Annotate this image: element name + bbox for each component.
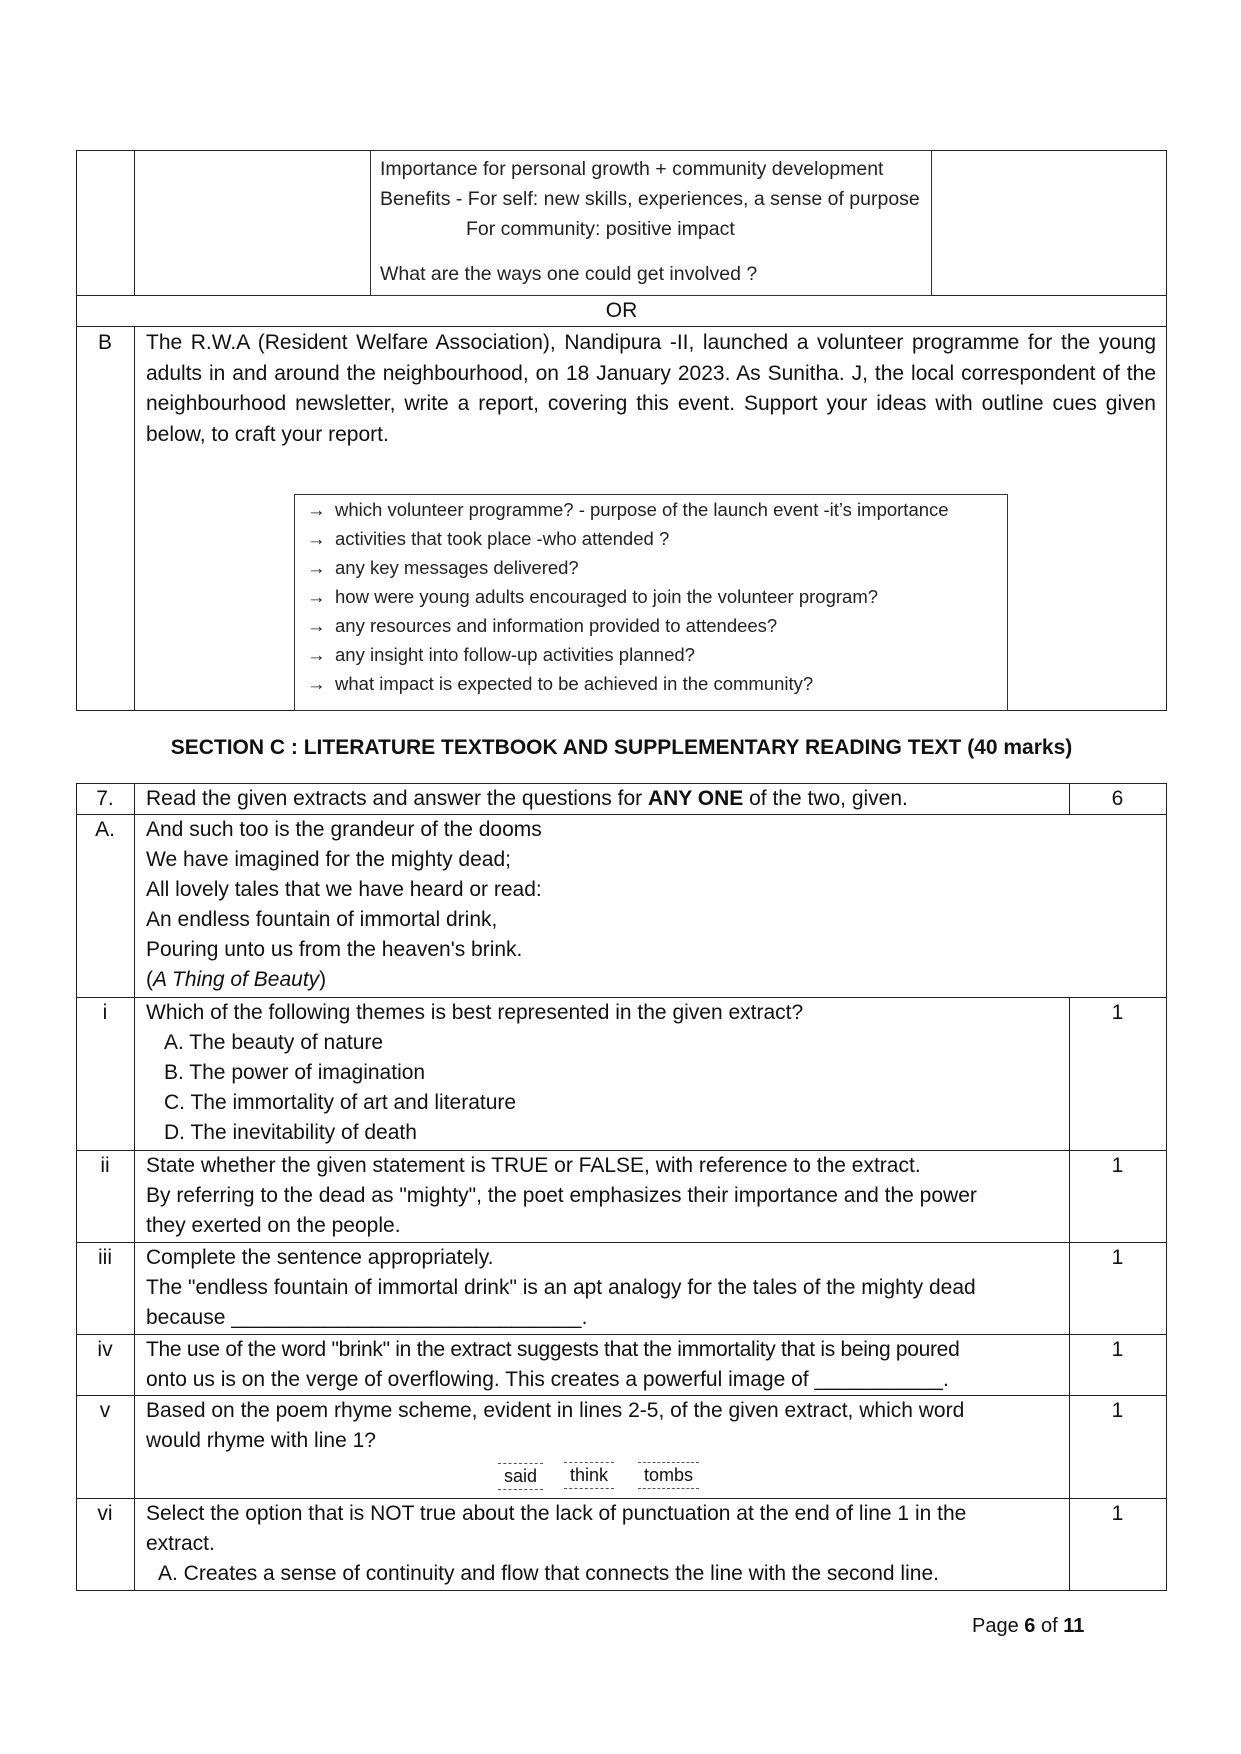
cue-item [307, 611, 949, 640]
qiii-line-1: Complete the sentence appropriately. [146, 1246, 494, 1269]
qii-marks: 1 [1111, 1154, 1124, 1177]
word-option-think: think [564, 1462, 614, 1489]
question-b-label: B [97, 331, 112, 354]
qi-stem: Which of the following themes is best represented in the given extract? [146, 1001, 804, 1024]
cue-text: which volunteer programme? - purpose of the launch event -it’s importance [335, 499, 949, 520]
qv-line-1: Based on the poem rhyme scheme, evident in lines 2-5, of the given extract, which word [146, 1399, 965, 1422]
qiii-line-2: The "endless fountain of immortal drink" is an apt analogy for the tales of the mighty dead [146, 1276, 976, 1299]
source-open: ( [146, 968, 153, 991]
page-total: 11 [1063, 1615, 1085, 1637]
cue-list [307, 495, 949, 698]
extract-line-1: And such too is the grandeur of the dooms [146, 818, 542, 841]
box-line-3: For community: positive impact [466, 218, 735, 240]
cue-text: how were young adults encouraged to join the volunteer program? [335, 586, 879, 607]
arrow-right-icon: → [307, 557, 326, 578]
page-number [972, 1611, 1084, 1642]
q7-number: 7. [96, 787, 114, 810]
qii-line-3: they exerted on the people. [146, 1214, 401, 1237]
qi-option-c: C. The immortality of art and literature [164, 1091, 517, 1114]
box-line-4: What are the ways one could get involved ? [380, 263, 758, 285]
question-b-text: The R.W.A (Resident Welfare Association), Nandipura -II, launched a volunteer programme for the young adults in and around the neighbourhood, on 18 January 2023. As Sunitha. J, the local correspondent of the neighbourhood newsletter, write a report, covering this event. Support your ideas with outline cues given below, to craft your report. [146, 331, 1156, 446]
qiii-line-3: because ______________________________. [146, 1306, 588, 1329]
outline-box-volunteering [370, 150, 932, 296]
qiii-number: iii [98, 1246, 112, 1269]
cue-text: what impact is expected to be achieved in the community? [335, 673, 814, 694]
q7-instruction [146, 784, 908, 815]
qvi-marks: 1 [1111, 1502, 1124, 1525]
qvi-number: vi [97, 1502, 113, 1525]
box-line-1: Importance for personal growth + community development [380, 158, 884, 180]
extract-source [146, 965, 326, 996]
arrow-right-icon: → [307, 586, 326, 607]
qvi-line-2: extract. [146, 1532, 215, 1555]
extract-line-5: Pouring unto us from the heaven's brink. [146, 938, 523, 961]
qvi-option-a: A. Creates a sense of continuity and flow that connects the line with the second line. [158, 1562, 939, 1585]
page-pre: Page [972, 1615, 1025, 1637]
q7-instr-pre: Read the given extracts and answer the questions for [146, 787, 648, 810]
cue-text: activities that took place -who attended ? [335, 528, 670, 549]
qv-marks: 1 [1111, 1399, 1124, 1422]
page-mid: of [1035, 1615, 1064, 1637]
q7-instr-post: of the two, given. [743, 787, 908, 810]
page-current: 6 [1024, 1615, 1036, 1637]
qv-line-2: would rhyme with line 1? [146, 1429, 376, 1452]
arrow-right-icon: → [307, 615, 326, 636]
arrow-right-icon: → [307, 499, 326, 520]
qi-marks: 1 [1111, 1001, 1124, 1024]
cue-text: any resources and information provided to attendees? [335, 615, 778, 636]
or-divider: OR [605, 299, 638, 322]
cue-item [307, 495, 949, 524]
qvi-line-1: Select the option that is NOT true about the lack of punctuation at the end of line 1 in the [146, 1502, 967, 1525]
extract-a-label: A. [95, 818, 115, 841]
extract-line-4: An endless fountain of immortal drink, [146, 908, 498, 931]
qiv-marks: 1 [1111, 1338, 1124, 1361]
cue-text: any insight into follow-up activities planned? [335, 644, 695, 665]
qiii-marks: 1 [1111, 1246, 1124, 1269]
qi-option-a: A. The beauty of nature [164, 1031, 384, 1054]
qiv-line-1: The use of the word "brink" in the extract suggests that the immortality that is being poured [146, 1338, 960, 1361]
source-title: A Thing of Beauty [153, 968, 320, 991]
qv-number: v [99, 1399, 111, 1422]
box-line-2: Benefits - For self: new skills, experiences, a sense of purpose [380, 188, 920, 210]
extract-line-2: We have imagined for the mighty dead; [146, 848, 511, 871]
extract-line-3: All lovely tales that we have heard or read: [146, 878, 542, 901]
cue-item [307, 524, 949, 553]
q7-instr-bold: ANY ONE [647, 787, 744, 810]
arrow-right-icon: → [307, 528, 326, 549]
qii-line-1: State whether the given statement is TRUE or FALSE, with reference to the extract. [146, 1154, 921, 1177]
cue-item [307, 582, 949, 611]
qi-option-b: B. The power of imagination [164, 1061, 426, 1084]
word-option-tombs: tombs [638, 1462, 699, 1489]
q7-marks: 6 [1111, 787, 1124, 810]
cue-item [307, 553, 949, 582]
qiv-line-2: onto us is on the verge of overflowing. This creates a powerful image of ___________. [146, 1368, 949, 1391]
cue-item [307, 640, 949, 669]
qi-option-d: D. The inevitability of death [164, 1121, 417, 1144]
arrow-right-icon: → [307, 644, 326, 665]
arrow-right-icon: → [307, 673, 326, 694]
qii-number: ii [100, 1154, 110, 1177]
cue-item [307, 669, 949, 698]
qi-number: i [102, 1001, 108, 1024]
word-option-said: said [498, 1463, 543, 1490]
section-heading: SECTION C : LITERATURE TEXTBOOK AND SUPPLEMENTARY READING TEXT (40 marks) [170, 736, 1073, 759]
qiv-number: iv [97, 1338, 113, 1361]
qii-line-2: By referring to the dead as "mighty", the poet emphasizes their importance and the power [146, 1184, 977, 1207]
outline-cues-box [294, 494, 1008, 711]
source-close: ) [319, 968, 327, 991]
cue-text: any key messages delivered? [335, 557, 579, 578]
